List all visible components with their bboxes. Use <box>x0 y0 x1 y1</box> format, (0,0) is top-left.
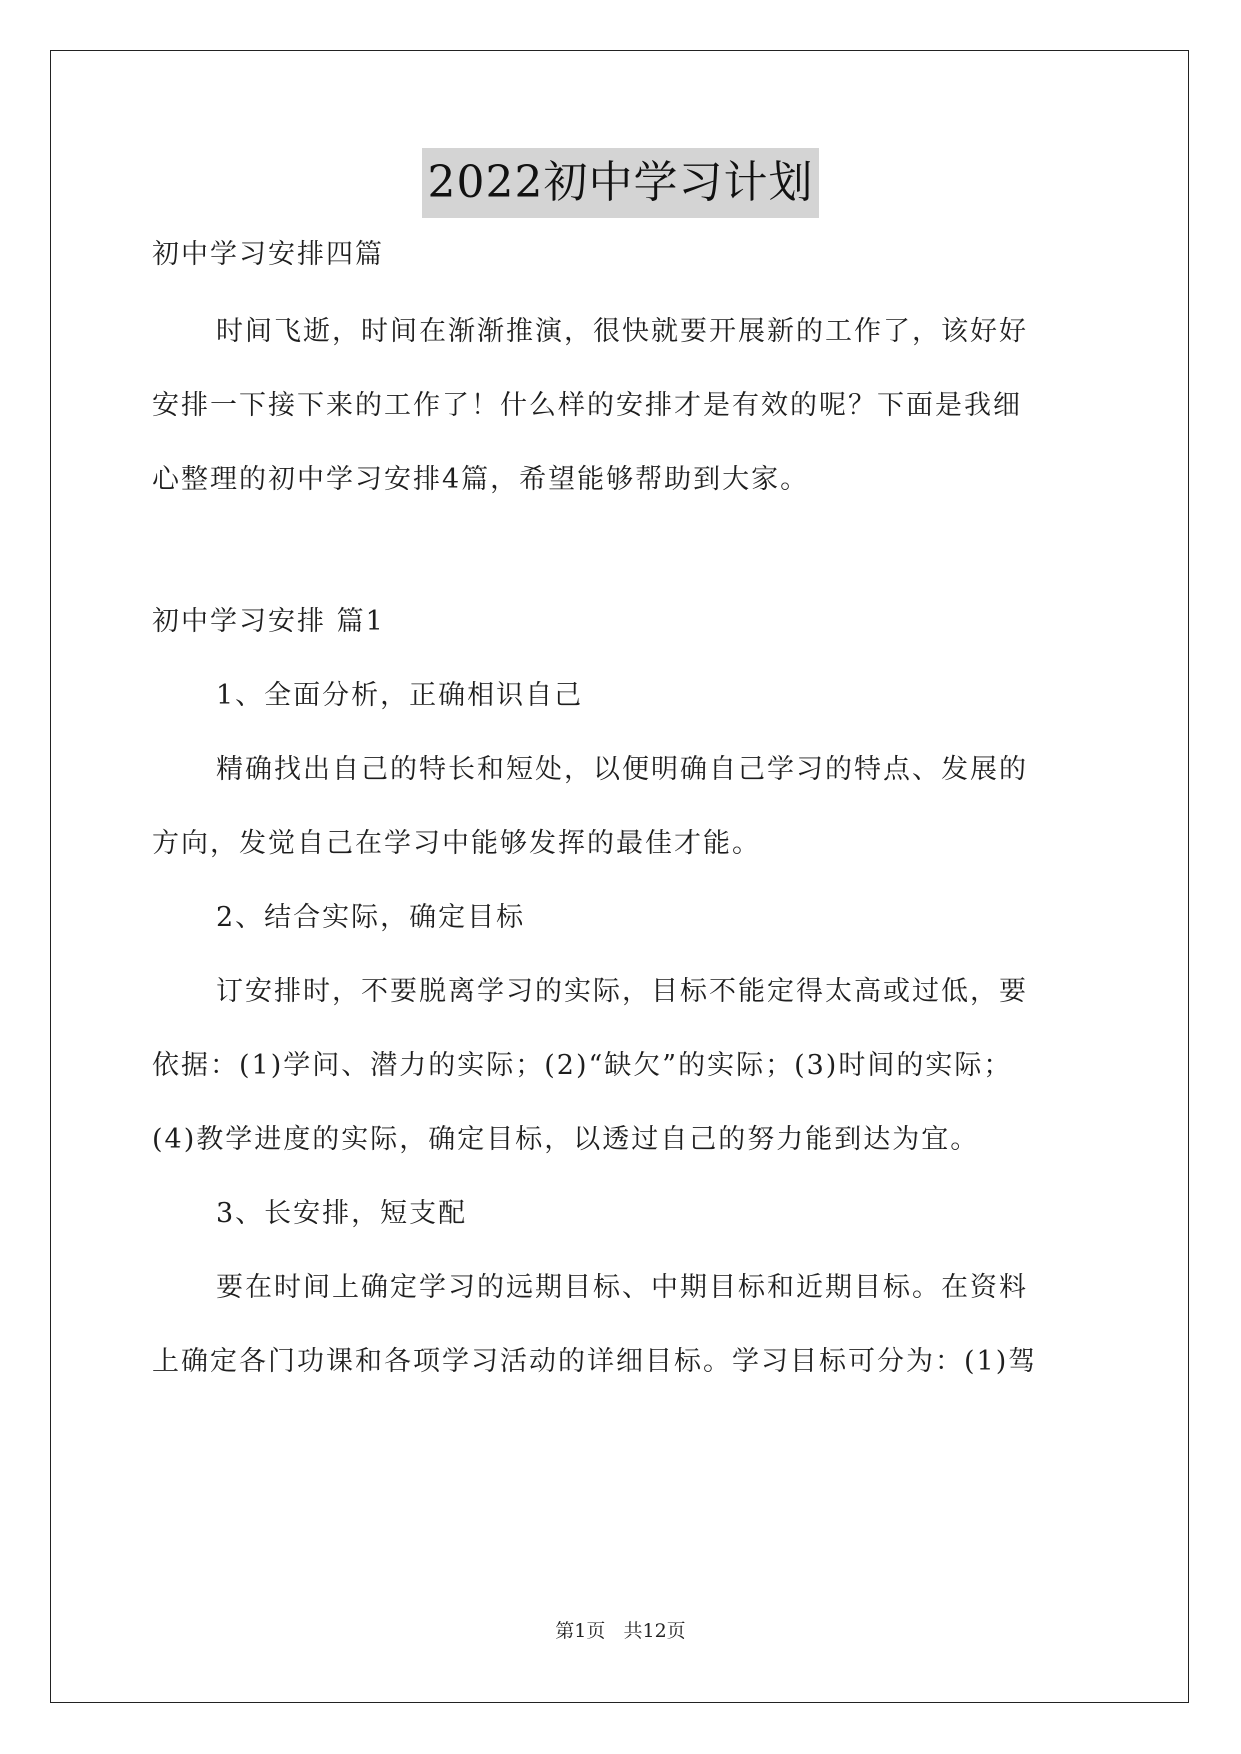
document-subtitle: 初中学习安排四篇 <box>152 239 384 270</box>
point-heading-3: 3、长安排，短支配 <box>216 1198 468 1229</box>
paragraph-line: (4)教学进度的实际，确定目标，以透过自己的努力能到达为宜。 <box>152 1124 980 1155</box>
paragraph-line: 上确定各门功课和各项学习活动的详细目标。学习目标可分为：(1)驾 <box>152 1346 1038 1377</box>
paragraph-line: 要在时间上确定学习的远期目标、中期目标和近期目标。在资料 <box>216 1272 1028 1303</box>
point-heading-2: 2、结合实际，确定目标 <box>216 902 526 933</box>
paragraph-line: 精确找出自己的特长和短处，以便明确自己学习的特点、发展的 <box>216 754 1028 785</box>
page-border <box>50 50 1189 1703</box>
title-block <box>0 148 1241 218</box>
paragraph-line: 依据：(1)学问、潜力的实际；(2)“缺欠”的实际；(3)时间的实际； <box>152 1050 1013 1081</box>
document-title: 2022初中学习计划 <box>422 148 820 218</box>
paragraph-line: 订安排时，不要脱离学习的实际，目标不能定得太高或过低，要 <box>216 976 1028 1007</box>
paragraph-line: 方向，发觉自己在学习中能够发挥的最佳才能。 <box>152 828 761 859</box>
page-footer: 第1页 共12页 <box>555 1620 686 1642</box>
intro-line-1: 时间飞逝，时间在渐渐推演，很快就要开展新的工作了，该好好 <box>216 316 1028 347</box>
point-heading-1: 1、全面分析，正确相识自己 <box>216 680 584 711</box>
section-heading: 初中学习安排 篇1 <box>152 606 385 637</box>
intro-line-2: 安排一下接下来的工作了！什么样的安排才是有效的呢？下面是我细 <box>152 390 1022 421</box>
intro-line-3: 心整理的初中学习安排4篇，希望能够帮助到大家。 <box>152 464 810 495</box>
